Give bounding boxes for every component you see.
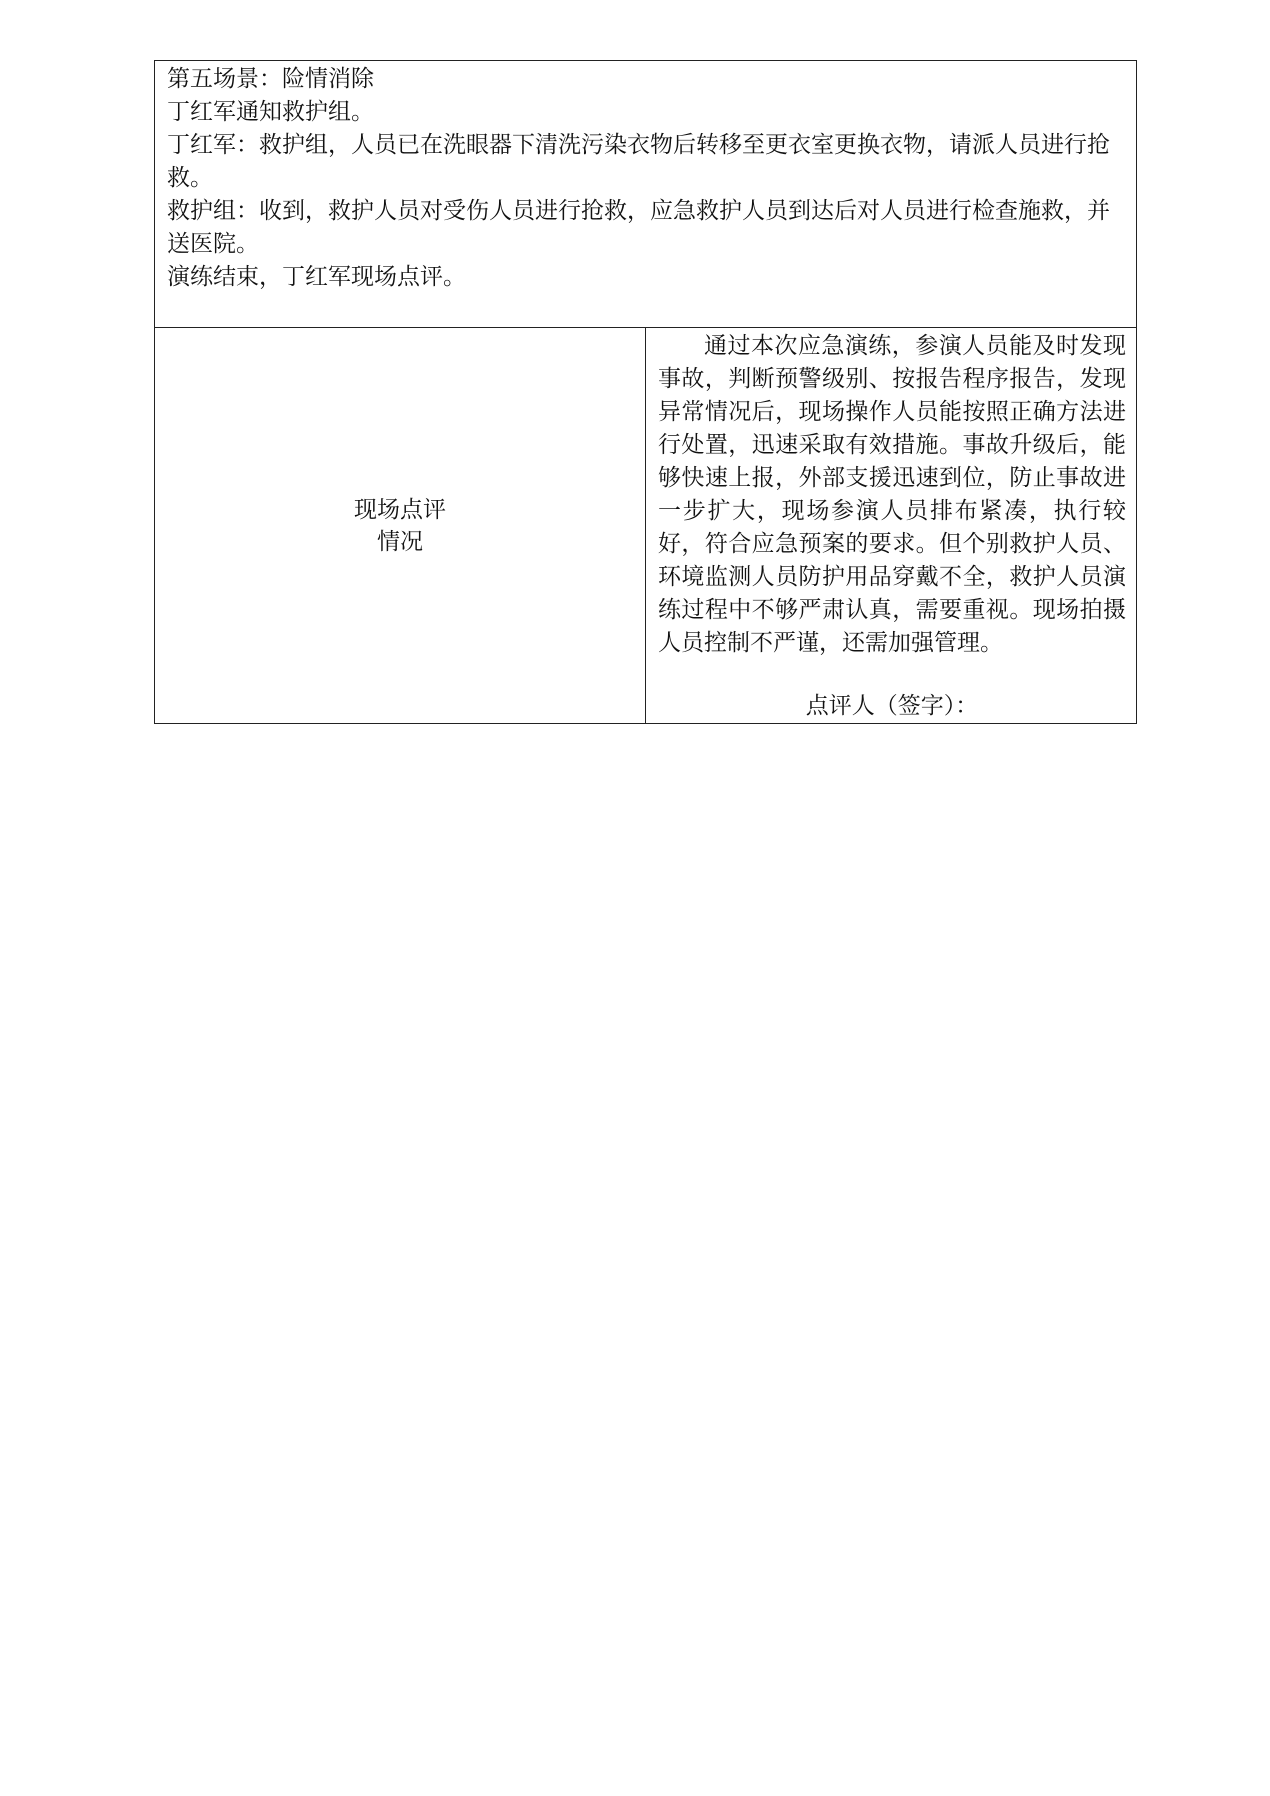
scene-line-notify: 丁红军通知救护组。 — [167, 99, 374, 125]
scene-line-commander: 丁红军：救护组，人员已在洗眼器下清洗污染衣物后转移至更衣室更换衣物，请派人员进行抢救。 — [167, 132, 1110, 191]
scene-title: 第五场景：险情消除 — [167, 66, 374, 92]
review-row — [155, 328, 1137, 724]
scene-row — [155, 61, 1137, 328]
drill-record-table — [154, 60, 1137, 724]
scene-cell — [155, 61, 1137, 328]
review-content-cell — [646, 328, 1137, 724]
review-text: 通过本次应急演练，参演人员能及时发现事故，判断预警级别、按报告程序报告，发现异常情况后，现场操作人员能按照正确方法进行处置，迅速采取有效措施。事故升级后，能够快速上报，外部支援迅速到位，防止事故进一步扩大，现场参演人员排布紧凑，执行较好，符合应急预案的要求。但个别救护人员、环境监测人员防护用品穿戴不全，救护人员演练过程中不够严肃认真，需要重视。现场拍摄人员控制不严谨，还需加强管理。 — [658, 333, 1126, 656]
scene-line-rescue-team: 救护组：收到，救护人员对受伤人员进行抢救，应急救护人员到达后对人员进行检查施救，并送医院。 — [167, 198, 1110, 257]
scene-line-drill-end: 演练结束，丁红军现场点评。 — [167, 264, 466, 290]
review-label-line1: 现场点评 — [354, 496, 446, 523]
reviewer-signature-label: 点评人（签字）： — [805, 693, 979, 719]
review-label-cell — [155, 328, 646, 724]
review-label-line2: 情况 — [377, 528, 423, 555]
